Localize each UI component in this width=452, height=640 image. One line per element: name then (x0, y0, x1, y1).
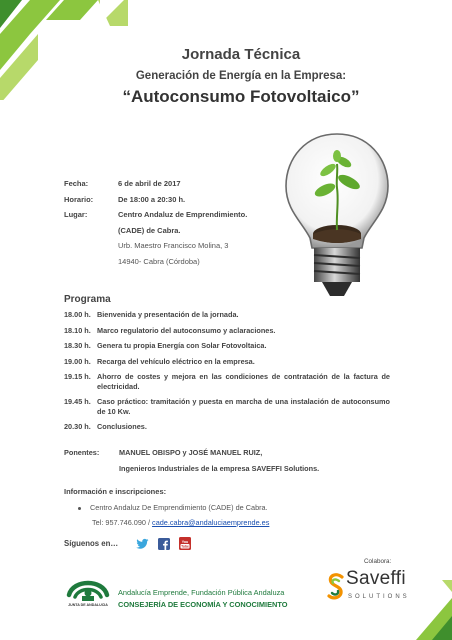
programa-time: 18.00 h. (64, 310, 91, 319)
location-row (64, 207, 247, 223)
programa-list (64, 310, 390, 438)
event-details (64, 176, 247, 269)
location-line-1: Centro Andaluz de Emprendimiento. (118, 210, 248, 220)
programa-item (64, 357, 390, 367)
speakers-row (64, 448, 319, 457)
date-row (64, 176, 247, 192)
speakers-label: Ponentes: (64, 448, 100, 457)
programa-item (64, 397, 390, 416)
contact-email-link[interactable]: cade.cabra@andaluciaemprende.es (152, 518, 270, 527)
contact-phone: Tel: 957.746.090 / (92, 518, 151, 527)
light-bulb-plant-image (282, 130, 392, 302)
programa-item (64, 341, 390, 351)
programa-item (64, 310, 390, 320)
location-row-2 (64, 223, 247, 239)
facebook-icon[interactable] (157, 537, 170, 550)
contact-phone-email (92, 518, 269, 527)
programa-desc: Genera tu propia Energía con Solar Fotovoltaica. (97, 341, 267, 350)
consejeria-name: CONSEJERÍA DE ECONOMÍA Y CONOCIMIENTO (118, 600, 288, 609)
programa-desc: Recarga del vehículo eléctrico en la empresa. (97, 356, 255, 366)
location-label: Lugar: (64, 210, 88, 220)
speakers-section (64, 448, 319, 473)
location-line-3: Urb. Maestro Francisco Molina, 3 (118, 241, 229, 251)
contact-heading: Información e inscripciones: (64, 487, 167, 496)
location-row-3 (64, 238, 247, 254)
svg-text:Tube: Tube (180, 544, 189, 549)
speakers-names: MANUEL OBISPO y JOSÉ MANUEL RUIZ, (119, 448, 263, 457)
saveffi-logo-subtext: SOLUTIONS (348, 594, 410, 600)
programa-item (64, 326, 390, 336)
location-line-4: 14940- Cabra (Córdoba) (118, 256, 200, 266)
speakers-role: Ingenieros Industriales de la empresa SAVEFFI Solutions. (119, 464, 320, 473)
date-label: Fecha: (64, 179, 89, 189)
schedule-label: Horario: (64, 194, 94, 204)
twitter-icon[interactable] (136, 537, 149, 550)
programa-time: 20.30 h. (64, 422, 91, 431)
programa-item (64, 372, 390, 391)
programa-heading: Programa (64, 294, 111, 305)
programa-desc: Ahorro de costes y mejora en las condiciones de contratación de la factura de electricidad. (97, 372, 390, 391)
bullet-icon (78, 507, 81, 510)
andalucia-emprende-name: Andalucía Emprende, Fundación Pública Andaluza (118, 588, 285, 597)
date-value: 6 de abril de 2017 (118, 179, 181, 189)
svg-text:You: You (181, 540, 188, 544)
social-label: Síguenos en… (64, 539, 119, 548)
programa-time: 18.30 h. (64, 341, 91, 350)
programa-time: 19.00 h. (64, 356, 91, 366)
location-row-4 (64, 254, 247, 270)
junta-caption: JUNTA DE ANDALUCIA (68, 603, 108, 607)
location-line-2: (CADE) de Cabra. (118, 225, 181, 235)
programa-item (64, 422, 390, 432)
social-links (64, 537, 199, 550)
corner-decoration-bottom-right (402, 580, 452, 640)
programa-desc: Caso práctico: tramitación y puesta en marcha de una instalación de autoconsumo de 10 Kw. (97, 397, 390, 416)
page-title: Jornada Técnica (181, 46, 301, 63)
page-subtitle: Generación de Energía en la Empresa: (135, 70, 347, 82)
programa-time: 18.10 h. (64, 325, 91, 335)
programa-time: 19.45 h. (64, 397, 91, 406)
programa-desc: Marco regulatorio del autoconsumo y aclaraciones. (97, 325, 276, 335)
programa-desc: Conclusiones. (97, 422, 147, 431)
header (0, 46, 452, 107)
contact-center (78, 503, 268, 512)
saveffi-logo-mark (325, 572, 347, 602)
page-headline: “Autoconsumo Fotovoltaico” (122, 87, 360, 106)
colabora-label: Colabora: (364, 558, 392, 565)
schedule-row (64, 192, 247, 208)
contact-center-text: Centro Andaluz De Emprendimiento (CADE) de Cabra. (90, 503, 268, 512)
saveffi-logo-text: Saveffi (346, 568, 406, 589)
programa-desc: Bienvenida y presentación de la jornada. (97, 310, 239, 319)
schedule-value: De 18:00 a 20:30 h. (118, 194, 186, 204)
programa-time: 19.15 h. (64, 372, 91, 381)
youtube-icon[interactable] (178, 537, 191, 550)
